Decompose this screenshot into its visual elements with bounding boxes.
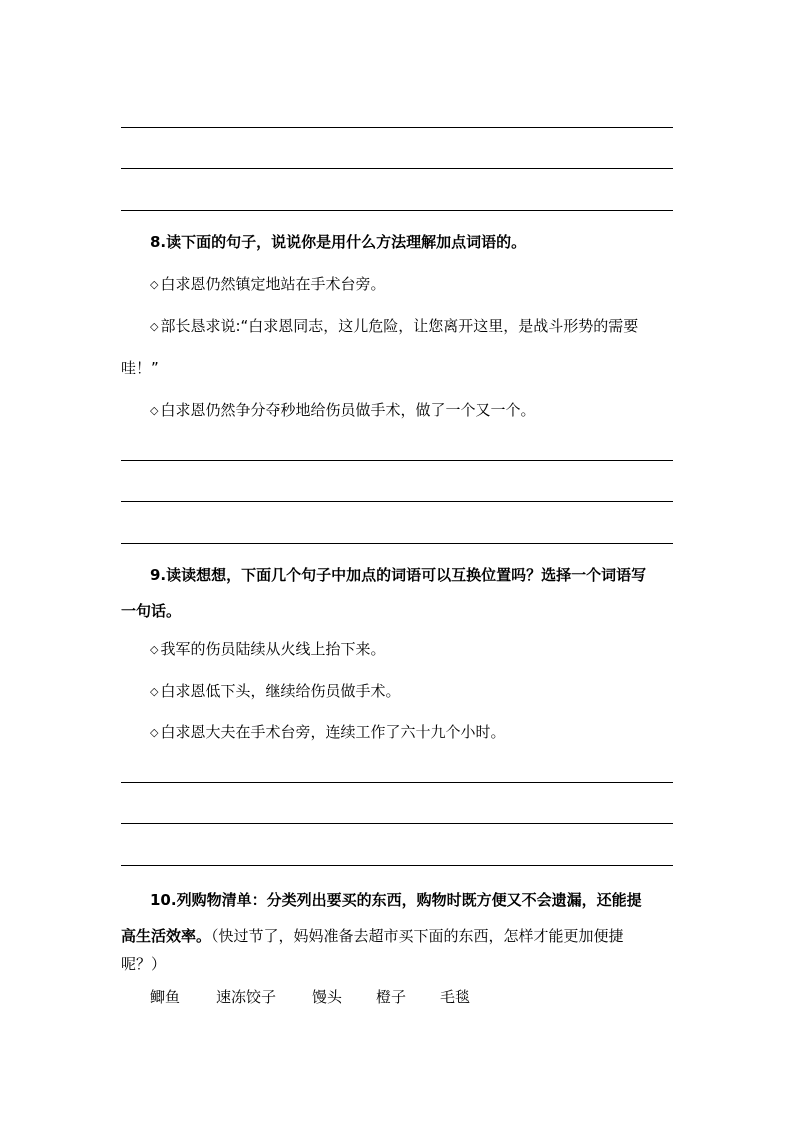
q8-title: 8.读下面的句子，说说你是用什么方法理解加点词语的。 (150, 233, 527, 251)
q8-sentence-2-cont: 哇！” (121, 359, 159, 377)
q9-title-line-2: 一句话。 (121, 602, 182, 620)
shopping-item: 速冻饺子 (216, 988, 277, 1006)
q8-answer-line-1[interactable] (121, 460, 673, 461)
q9-title-line-1: 9.读读想想，下面几个句子中加点的词语可以互换位置吗？选择一个词语写 (150, 566, 647, 584)
q8-sentence-1-text: 白求恩仍然镇定地站在手术台旁。 (160, 275, 386, 293)
q10-title-line-3: 呢？） (121, 955, 167, 973)
shopping-item: 橙子 (376, 988, 407, 1006)
q9-sentence-3 (150, 722, 505, 743)
diamond-icon: ◇ (150, 278, 159, 291)
diamond-icon: ◇ (150, 404, 159, 417)
q8-sentence-3-text: 白求恩仍然争分夺秒地给伤员做手术，做了一个又一个。 (160, 401, 536, 419)
q10-title-line-2 (121, 926, 624, 946)
answer-line-top-1[interactable] (121, 127, 673, 128)
q9-answer-line-1[interactable] (121, 782, 673, 783)
answer-line-top-2[interactable] (121, 168, 673, 169)
q9-sentence-2-text: 白求恩低下头，继续给伤员做手术。 (160, 682, 401, 700)
q9-sentence-2 (150, 681, 400, 702)
q8-answer-line-3[interactable] (121, 543, 673, 544)
q9-sentence-1-text: 我军的伤员陆续从火线上抬下来。 (160, 640, 386, 658)
diamond-icon: ◇ (150, 685, 159, 698)
q9-answer-line-3[interactable] (121, 865, 673, 866)
diamond-icon: ◇ (150, 643, 159, 656)
diamond-icon: ◇ (150, 320, 159, 333)
shopping-item: 毛毯 (440, 988, 471, 1006)
q8-sentence-1 (150, 274, 385, 295)
q9-answer-line-2[interactable] (121, 823, 673, 824)
answer-line-top-3[interactable] (121, 210, 673, 211)
q10-line-2-bold: 高生活效率。 (121, 927, 212, 945)
q8-sentence-2 (150, 316, 638, 337)
q9-sentence-1 (150, 639, 385, 660)
q10-title-line-1: 10.列购物清单：分类列出要买的东西，购物时既方便又不会遗漏，还能提 (150, 891, 642, 909)
shopping-item: 馒头 (312, 988, 343, 1006)
shopping-item: 鲫鱼 (150, 988, 181, 1006)
q10-line-2-normal: （快过节了，妈妈准备去超市买下面的东西，怎样才能更加便捷 (211, 927, 624, 945)
q9-sentence-3-text: 白求恩大夫在手术台旁，连续工作了六十九个小时。 (160, 723, 506, 741)
q8-sentence-3 (150, 400, 535, 421)
diamond-icon: ◇ (150, 726, 159, 739)
q8-answer-line-2[interactable] (121, 501, 673, 502)
q8-sentence-2-text: 部长恳求说:“白求恩同志，这儿危险，让您离开这里，是战斗形势的需要 (160, 317, 639, 335)
